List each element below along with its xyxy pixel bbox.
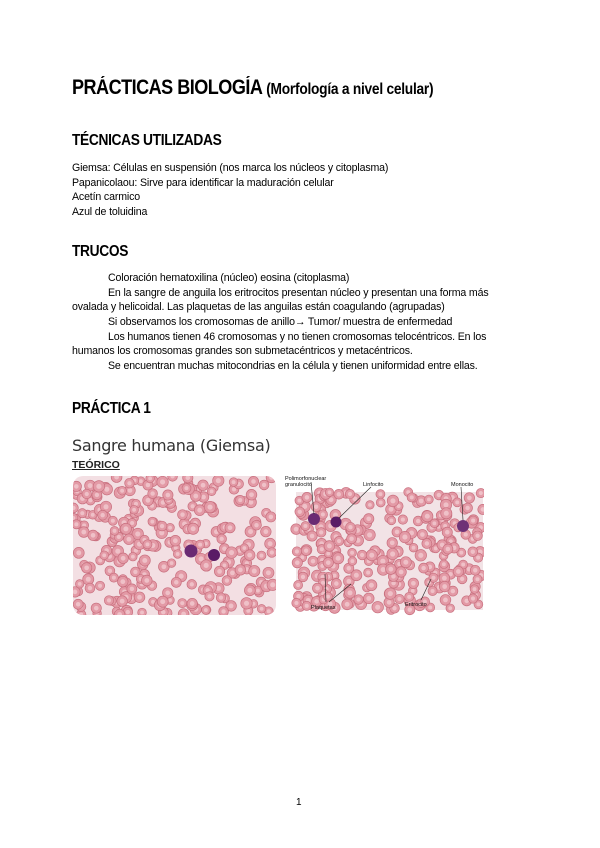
trucos-line: Los humanos tienen 46 cromosomas y no tienen cromosomas telocéntricos. En los [108,331,487,343]
erythrocyte-cell [222,576,232,586]
erythrocyte-cell [110,527,119,536]
erythrocyte-cell [301,546,311,556]
erythrocyte-cell [440,560,449,569]
erythrocyte-cell [334,536,343,545]
erythrocyte-cell [453,498,462,507]
erythrocyte-cell [292,547,301,556]
erythrocyte-cell [127,584,137,594]
erythrocyte-cell [364,568,373,577]
erythrocyte-cell [182,484,191,493]
erythrocyte-cell [324,541,335,552]
title-main: PRÁCTICAS BIOLOGÍA [72,76,262,99]
erythrocyte-cell [117,596,128,607]
erythrocyte-cell [366,501,374,509]
erythrocyte-cell [194,505,205,516]
erythrocyte-cell [298,572,308,582]
erythrocyte-cell [235,565,245,575]
erythrocyte-cell [248,476,258,486]
erythrocyte-cell [118,486,127,495]
erythrocyte-cell [204,501,215,512]
erythrocyte-cell [129,552,138,561]
erythrocyte-cell [443,544,453,554]
erythrocyte-cell [346,522,356,532]
erythrocyte-cell [295,507,305,517]
blood-smear-image [73,476,276,615]
erythrocyte-cell [188,523,199,534]
labeled-blood-smear-image [281,474,484,618]
erythrocyte-cell [93,481,104,492]
erythrocyte-cell [95,581,104,590]
erythrocyte-cell [473,575,482,584]
erythrocyte-cell [157,596,168,607]
trucos-line: Coloración hematoxilina (núcleo) eosina (citoplasma) [108,272,350,284]
erythrocyte-cell [439,581,450,592]
erythrocyte-cell [387,495,398,506]
erythrocyte-cell [141,575,152,586]
erythrocyte-cell [415,550,427,562]
erythrocyte-cell [366,580,377,591]
erythrocyte-cell [422,511,433,522]
erythrocyte-cell [446,604,455,613]
erythrocyte-cell [163,490,173,500]
erythrocyte-cell [301,522,310,531]
erythrocyte-cell [405,592,414,601]
erythrocyte-cell [342,599,353,610]
tecnica-item: Acetín carmico [72,191,140,203]
erythrocyte-cell [408,578,418,588]
erythrocyte-cell [331,579,341,589]
erythrocyte-cell [476,488,484,497]
label-monocyte: Monocito [451,482,474,488]
erythrocyte-cell [187,580,197,590]
erythrocyte-cell [171,577,181,587]
erythrocyte-cell [400,557,411,568]
erythrocyte-cell [440,595,451,606]
erythrocyte-cell [469,516,478,525]
erythrocyte-cell [324,592,333,601]
erythrocyte-cell [170,535,181,546]
trucos-line: Si observamos los cromosomas de anillo→ Tumor/ muestra de enfermedad [108,316,453,328]
erythrocyte-cell [148,517,157,526]
erythrocyte-cell [468,594,477,603]
erythrocyte-cell [109,573,118,582]
erythrocyte-cell [226,547,238,559]
erythrocyte-cell [117,576,128,587]
erythrocyte-cell [178,599,187,608]
erythrocyte-cell [73,587,80,597]
erythrocyte-cell [130,505,139,514]
erythrocyte-cell [257,551,266,560]
trucos-line: En la sangre de anguila los eritrocitos presentan núcleo y presentan una forma más [108,287,489,299]
erythrocyte-cell [307,531,317,541]
erythrocyte-cell [138,608,147,615]
erythrocyte-cell [294,581,303,590]
erythrocyte-cell [463,503,473,513]
heading-practica-1: PRÁCTICA 1 [72,400,151,417]
erythrocyte-cell [468,547,478,557]
erythrocyte-cell [347,534,357,544]
leukocyte-cell [331,517,342,528]
erythrocyte-cell [244,550,255,561]
erythrocyte-cell [311,502,321,512]
erythrocyte-cell [261,526,272,537]
erythrocyte-cell [214,566,224,576]
erythrocyte-cell [196,540,205,549]
erythrocyte-cell [398,515,407,524]
subheading-sangre-humana: Sangre humana (Giemsa) [72,436,271,455]
erythrocyte-cell [387,538,397,548]
erythrocyte-cell [157,521,167,531]
page-number: 1 [296,797,302,808]
erythrocyte-cell [241,598,252,609]
erythrocyte-cell [88,530,98,540]
erythrocyte-cell [118,553,129,564]
erythrocyte-cell [120,523,131,534]
erythrocyte-cell [104,596,113,605]
erythrocyte-cell [419,563,429,573]
erythrocyte-cell [428,586,437,595]
tecnica-item: Papanicolaou: Sirve para identificar la maduración celular [72,177,334,189]
trucos-line: humanos los cromosomas grandes son submetacéntricos y metacéntricos. [72,345,413,357]
leukocyte-cell [457,520,469,532]
erythrocyte-cell [425,495,434,504]
erythrocyte-cell [73,481,81,491]
erythrocyte-cell [173,550,182,559]
erythrocyte-cell [473,531,483,541]
erythrocyte-cell [417,529,427,539]
labeled-blood-smear-svg [281,474,484,618]
trucos-line: ovalada y helicoidal. Las plaquetas de las anguilas están coagulando (agrupadas) [72,301,445,313]
lymphocyte-nucleus [208,549,220,561]
granulocyte-nucleus [185,545,198,558]
tecnica-item: Azul de toluidina [72,206,148,218]
erythrocyte-cell [265,538,276,549]
erythrocyte-cell [354,595,364,605]
erythrocyte-cell [229,478,238,487]
erythrocyte-cell [422,538,432,548]
erythrocyte-cell [146,476,155,483]
erythrocyte-cell [78,509,87,518]
heading-tecnicas: TÉCNICAS UTILIZADAS [72,132,222,149]
erythrocyte-cell [409,543,418,552]
leukocyte-cell [308,513,320,525]
erythrocyte-cell [325,488,333,496]
erythrocyte-cell [387,516,396,525]
erythrocyte-cell [73,599,83,609]
erythrocyte-cell [257,604,266,613]
erythrocyte-cell [81,563,91,573]
page-title [72,76,433,100]
erythrocyte-cell [246,489,257,500]
erythrocyte-cell [387,548,398,559]
erythrocyte-cell [266,512,276,522]
erythrocyte-cell [205,592,214,601]
erythrocyte-cell [225,523,235,533]
erythrocyte-cell [244,585,255,596]
erythrocyte-cell [470,585,479,594]
erythrocyte-cell [82,489,92,499]
erythrocyte-cell [372,601,383,612]
erythrocyte-cell [219,607,229,615]
erythrocyte-cell [267,548,276,558]
erythrocyte-cell [363,593,374,604]
erythrocyte-cell [292,598,301,607]
erythrocyte-cell [312,583,322,593]
erythrocyte-cell [143,540,152,549]
erythrocyte-cell [178,510,188,520]
heading-trucos: TRUCOS [72,243,129,260]
erythrocyte-cell [441,508,452,519]
erythrocyte-cell [386,564,397,575]
erythrocyte-cell [252,520,262,530]
erythrocyte-cell [364,529,375,540]
erythrocyte-cell [73,547,84,558]
erythrocyte-cell [148,489,158,499]
erythrocyte-cell [442,527,452,537]
erythrocyte-cell [124,534,135,545]
erythrocyte-cell [364,514,374,524]
erythrocyte-cell [395,594,404,603]
erythrocyte-cell [333,553,344,564]
erythrocyte-cell [207,487,216,496]
erythrocyte-cell [217,534,227,544]
erythrocyte-cell [376,498,385,507]
erythrocyte-cell [302,492,312,502]
erythrocyte-cell [134,592,145,603]
erythrocyte-cell [344,587,355,598]
trucos-line: Se encuentran muchas mitocondrias en la célula y tienen uniformidad entre ellas. [108,360,478,372]
label-platelets: Plaquetas [311,605,336,611]
erythrocyte-cell [376,490,385,499]
label-erythrocyte: Eritrocito [405,602,427,608]
erythrocyte-cell [308,556,318,566]
erythrocyte-cell [85,583,95,593]
erythrocyte-cell [216,593,226,603]
erythrocyte-cell [263,567,274,578]
erythrocyte-cell [348,557,357,566]
erythrocyte-cell [407,493,416,502]
erythrocyte-cell [198,480,209,491]
erythrocyte-cell [125,478,135,488]
erythrocyte-cell [187,598,197,608]
erythrocyte-cell [100,551,109,560]
erythrocyte-cell [139,555,150,566]
erythrocyte-cell [464,493,474,503]
title-subtitle: (Morfología a nivel celular) [266,81,434,98]
blood-smear-svg [73,476,276,615]
erythrocyte-cell [213,476,224,486]
tecnica-item: Giemsa: Células en suspensión (nos marca los núcleos y citoplasma) [72,162,389,174]
erythrocyte-cell [167,559,176,568]
erythrocyte-cell [236,495,245,504]
erythrocyte-cell [385,588,397,600]
erythrocyte-cell [91,603,101,613]
erythrocyte-cell [267,579,276,590]
erythrocyte-cell [201,560,212,571]
erythrocyte-cell [73,520,81,529]
erythrocyte-cell [316,528,326,538]
erythrocyte-cell [453,566,463,576]
erythrocyte-cell [470,565,480,575]
erythrocyte-cell [366,550,377,561]
label-lymphocyte: Linfocito [363,482,384,488]
erythrocyte-cell [399,531,410,542]
erythrocyte-cell [157,476,168,487]
erythrocyte-cell [259,480,269,490]
erythrocyte-cell [396,567,407,578]
erythrocyte-cell [108,516,117,525]
erythrocyte-cell [302,601,311,610]
erythrocyte-cell [98,510,108,520]
erythrocyte-cell [348,548,357,557]
section-teorico: TEÓRICO [72,459,120,471]
erythrocyte-cell [78,527,89,538]
erythrocyte-cell [334,489,344,499]
erythrocyte-cell [345,489,354,498]
erythrocyte-cell [183,476,193,483]
label-granulocyte: Polimorfonuclear granulocito [285,476,327,488]
erythrocyte-cell [249,565,260,576]
erythrocyte-cell [202,606,211,615]
erythrocyte-cell [292,558,302,568]
